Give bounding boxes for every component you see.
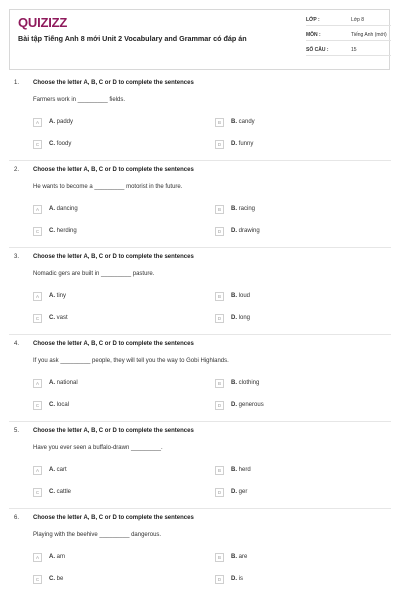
option-text: is bbox=[238, 576, 244, 582]
option-letter-box: B bbox=[215, 292, 224, 301]
question-number: 1. bbox=[14, 80, 20, 86]
option-text: tiny bbox=[56, 293, 67, 299]
option-letter-box: B bbox=[215, 466, 224, 475]
option-letter-box: C bbox=[33, 314, 42, 323]
question-instruction: Choose the letter A, B, C or D to complete the sentences bbox=[33, 254, 194, 260]
question-instruction: Choose the letter A, B, C or D to complete the sentences bbox=[33, 341, 194, 347]
option-text: cart bbox=[56, 467, 67, 473]
option-text: am bbox=[56, 554, 66, 560]
option-letter-box: C bbox=[33, 140, 42, 149]
option-letter-box: D bbox=[215, 575, 224, 584]
option-letter-box: B bbox=[215, 118, 224, 127]
option-letter-box: C bbox=[33, 488, 42, 497]
option-letter-box: A bbox=[33, 118, 42, 127]
question-sentence: He wants to become a _________ motorist in the future. bbox=[33, 184, 183, 190]
option-text: paddy bbox=[56, 119, 74, 125]
option-letter-box: A bbox=[33, 553, 42, 562]
option-letter-box: C bbox=[33, 227, 42, 236]
meta-count-label: SỐ CÂU : bbox=[306, 47, 329, 53]
option-text: are bbox=[238, 554, 248, 560]
meta-class-value: Lớp 8 bbox=[351, 17, 365, 23]
question-sentence: Nomadic gers are built in _________ pasture. bbox=[33, 271, 155, 277]
question-sentence: Farmers work in _________ fields. bbox=[33, 97, 126, 103]
option-text: dancing bbox=[56, 206, 78, 212]
divider bbox=[9, 508, 391, 509]
meta-count-value: 15 bbox=[351, 47, 357, 53]
option-text: racing bbox=[238, 206, 256, 212]
question-number: 4. bbox=[14, 341, 20, 347]
question-number: 6. bbox=[14, 515, 20, 521]
divider bbox=[9, 160, 391, 161]
page-title: Bài tập Tiếng Anh 8 mới Unit 2 Vocabulary and Grammar có đáp án bbox=[18, 34, 247, 43]
option-text: candy bbox=[238, 119, 255, 125]
divider bbox=[9, 247, 391, 248]
option-text: clothing bbox=[238, 380, 260, 386]
option-text: generous bbox=[238, 402, 264, 408]
option-text: herding bbox=[56, 228, 77, 234]
option-text: ger bbox=[238, 489, 248, 495]
option-text: foody bbox=[56, 141, 72, 147]
option-letter-box: C bbox=[33, 575, 42, 584]
question-number: 3. bbox=[14, 254, 20, 260]
meta-class-label: LỚP : bbox=[306, 17, 320, 23]
option-letter-box: D bbox=[215, 140, 224, 149]
question-number: 5. bbox=[14, 428, 20, 434]
option-text: be bbox=[56, 576, 64, 582]
option-letter-box: D bbox=[215, 314, 224, 323]
question-sentence: Have you ever seen a buffalo-drawn _________. bbox=[33, 445, 163, 451]
option-text: vast bbox=[56, 315, 68, 321]
option-letter-box: A bbox=[33, 379, 42, 388]
option-letter-box: D bbox=[215, 401, 224, 410]
option-letter-box: B bbox=[215, 379, 224, 388]
worksheet-page: QUIZIZZ Bài tập Tiếng Anh 8 mới Unit 2 Vocabulary and Grammar có đáp án LỚP : Lớp 8 MÔN : Tiếng Anh (mới) SỐ CÂU : 15 1. Choose the letter A, B, C or D to complete the sentences Farmers work in _________ fields. A A. paddy B B. candy C C. foody D D. funny 2. Choose the letter A, B, C or D to complete the sentences He wants to become a _________ motorist in the future. A A. dancing B B. racing C C. herding D D. drawing 3. Choose the letter A, B, C or D to complete the sentences Nomadic gers are built in _________ pasture. A A. tiny B B. loud C C. vast D D. long 4. Choose the letter A, B, C or D to complete the sentences If you ask _________ people, they will tell you the way to Gobi Highlands. A A. national B B. clothing C C. local D D. generous 5. Choose the letter A, B, C or D to complete the sentences Have you ever seen a buffalo-drawn _________. A A. cart B B. herd C C. cattle D D. ger 6. Choose the letter A, B, C or D to complete the sentences Playing with the beehive _________ dangerous. A A. am B B. are C C. be D D. is bbox=[0, 0, 400, 600]
option-letter-box: B bbox=[215, 553, 224, 562]
option-text: drawing bbox=[238, 228, 260, 234]
option-text: local bbox=[56, 402, 70, 408]
quizizz-logo: QUIZIZZ bbox=[18, 15, 68, 30]
option-letter-box: A bbox=[33, 466, 42, 475]
option-letter-box: D bbox=[215, 227, 224, 236]
worksheet-header bbox=[9, 9, 390, 70]
question-instruction: Choose the letter A, B, C or D to complete the sentences bbox=[33, 515, 194, 521]
meta-subject-label: MÔN : bbox=[306, 32, 321, 38]
meta-subject-value: Tiếng Anh (mới) bbox=[351, 32, 387, 38]
option-text: funny bbox=[238, 141, 254, 147]
divider bbox=[9, 334, 391, 335]
option-text: long bbox=[238, 315, 251, 321]
option-text: herd bbox=[238, 467, 251, 473]
question-sentence: If you ask _________ people, they will tell you the way to Gobi Highlands. bbox=[33, 358, 229, 364]
option-letter-box: A bbox=[33, 205, 42, 214]
option-letter-box: A bbox=[33, 292, 42, 301]
question-instruction: Choose the letter A, B, C or D to complete the sentences bbox=[33, 80, 194, 86]
question-sentence: Playing with the beehive _________ dangerous. bbox=[33, 532, 162, 538]
option-letter-box: C bbox=[33, 401, 42, 410]
question-number: 2. bbox=[14, 167, 20, 173]
option-letter-box: B bbox=[215, 205, 224, 214]
question-instruction: Choose the letter A, B, C or D to complete the sentences bbox=[33, 167, 194, 173]
option-letter-box: D bbox=[215, 488, 224, 497]
option-text: cattle bbox=[56, 489, 72, 495]
question-instruction: Choose the letter A, B, C or D to complete the sentences bbox=[33, 428, 194, 434]
divider bbox=[9, 421, 391, 422]
option-text: national bbox=[56, 380, 78, 386]
option-text: loud bbox=[238, 293, 251, 299]
